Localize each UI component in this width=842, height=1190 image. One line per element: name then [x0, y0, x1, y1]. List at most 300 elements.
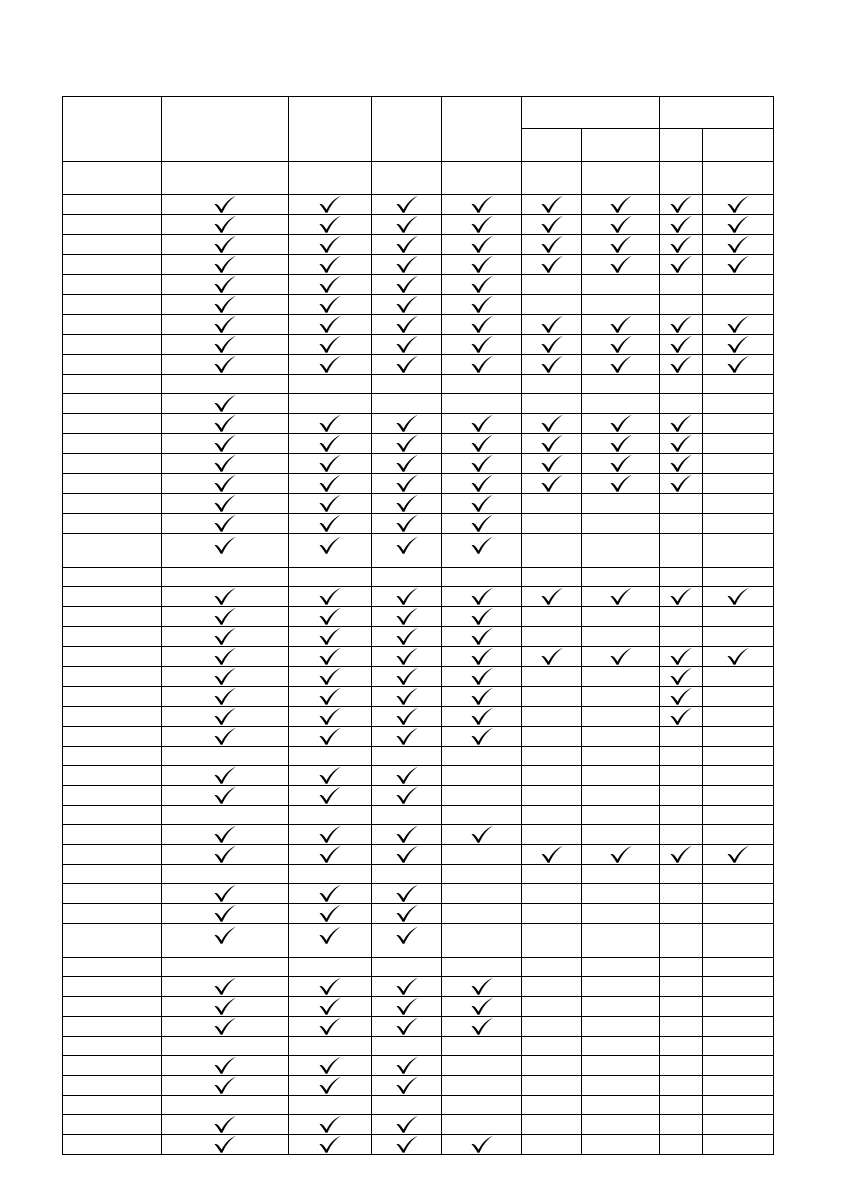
matrix-cell-g1b	[582, 315, 660, 335]
checkmark-icon	[540, 235, 564, 254]
matrix-cell-g1a	[522, 375, 582, 394]
matrix-cell-g2b	[703, 667, 774, 687]
matrix-cell-g2a	[660, 958, 703, 977]
row-label-cell	[63, 707, 162, 727]
checkmark-icon	[213, 536, 237, 555]
checkmark-icon	[669, 255, 693, 274]
matrix-cell-g2a	[660, 394, 703, 414]
checkmark-icon	[318, 536, 342, 555]
checkmark-icon	[609, 454, 633, 473]
matrix-cell-g2b	[703, 707, 774, 727]
table-row	[63, 335, 774, 355]
matrix-cell-g2b	[703, 215, 774, 235]
checkmark-icon	[213, 587, 237, 606]
checkmark-icon	[395, 1115, 419, 1134]
checkmark-icon	[395, 335, 419, 354]
matrix-cell-c2	[289, 997, 372, 1017]
matrix-cell-g2b	[703, 1135, 774, 1155]
matrix-cell-c4	[442, 235, 522, 255]
checkmark-icon	[470, 195, 494, 214]
matrix-cell-c2	[289, 1037, 372, 1056]
matrix-cell-g1b	[582, 806, 660, 825]
checkmark-icon	[318, 235, 342, 254]
matrix-cell-c2	[289, 587, 372, 607]
matrix-cell-g1b	[582, 195, 660, 215]
matrix-cell-g2b	[703, 786, 774, 806]
matrix-cell-g2b	[703, 255, 774, 275]
matrix-cell-g2a	[660, 534, 703, 568]
matrix-cell-g2b	[703, 884, 774, 904]
checkmark-icon	[213, 667, 237, 686]
row-label-cell	[63, 1056, 162, 1076]
checkmark-icon	[213, 394, 237, 413]
checkmark-icon	[470, 707, 494, 726]
matrix-cell-c1	[162, 375, 289, 394]
row-label-cell	[63, 747, 162, 766]
matrix-cell-c2	[289, 375, 372, 394]
row-label-cell	[63, 958, 162, 977]
matrix-cell-g2b	[703, 1115, 774, 1135]
checkmark-icon	[669, 474, 693, 493]
matrix-cell-c2	[289, 884, 372, 904]
checkmark-icon	[395, 1017, 419, 1036]
checkmark-icon	[318, 474, 342, 493]
matrix-cell-c1	[162, 454, 289, 474]
row-label-cell	[63, 667, 162, 687]
matrix-cell-c3	[372, 865, 442, 884]
checkmark-icon	[470, 474, 494, 493]
matrix-cell-c3	[372, 727, 442, 747]
matrix-cell-c1	[162, 687, 289, 707]
matrix-cell-g1a	[522, 394, 582, 414]
table-row	[63, 587, 774, 607]
matrix-cell-g2a	[660, 1076, 703, 1096]
table-row	[63, 627, 774, 647]
matrix-cell-g2a	[660, 587, 703, 607]
checkmark-icon	[395, 607, 419, 626]
checkmark-icon	[470, 275, 494, 294]
checkmark-icon	[609, 315, 633, 334]
matrix-cell-g2a	[660, 295, 703, 315]
matrix-cell-g2a	[660, 494, 703, 514]
matrix-cell-c2	[289, 687, 372, 707]
checkmark-icon	[726, 215, 750, 234]
matrix-cell-g2a	[660, 904, 703, 924]
matrix-cell-c3	[372, 275, 442, 295]
checkmark-icon	[395, 434, 419, 453]
matrix-cell-c3	[372, 1135, 442, 1155]
checkmark-icon	[318, 355, 342, 374]
checkmark-icon	[726, 587, 750, 606]
row-label-cell	[63, 568, 162, 587]
matrix-cell-g2a	[660, 275, 703, 295]
header-subcell-1b	[582, 129, 660, 162]
matrix-cell-c1	[162, 647, 289, 667]
header-row-label	[63, 162, 774, 195]
matrix-cell-c4	[442, 958, 522, 977]
header-row-top	[63, 97, 774, 129]
matrix-cell-g1b	[582, 958, 660, 977]
checkmark-icon	[395, 926, 419, 945]
matrix-cell-c3	[372, 825, 442, 845]
matrix-cell-g2b	[703, 1017, 774, 1037]
checkmark-icon	[213, 727, 237, 746]
matrix-cell-c1	[162, 1096, 289, 1115]
matrix-cell-c1	[162, 434, 289, 454]
row-label-cell	[63, 727, 162, 747]
matrix-cell-c3	[372, 884, 442, 904]
matrix-cell-g1a	[522, 607, 582, 627]
checkmark-icon	[318, 904, 342, 923]
table-row	[63, 474, 774, 494]
matrix-cell-g2b	[703, 474, 774, 494]
matrix-cell-c2	[289, 1017, 372, 1037]
checkmark-icon	[540, 587, 564, 606]
matrix-cell-c3	[372, 607, 442, 627]
matrix-cell-g1b	[582, 865, 660, 884]
row-label-cell	[63, 904, 162, 924]
checkmark-icon	[395, 727, 419, 746]
matrix-cell-c4	[442, 195, 522, 215]
matrix-cell-g2a	[660, 627, 703, 647]
checkmark-icon	[213, 707, 237, 726]
matrix-cell-g1a	[522, 1135, 582, 1155]
row-label-cell	[63, 627, 162, 647]
row-label-cell	[63, 865, 162, 884]
matrix-cell-c4	[442, 607, 522, 627]
checkmark-icon	[395, 536, 419, 555]
checkmark-icon	[213, 255, 237, 274]
row-label-cell	[63, 494, 162, 514]
label-cell	[442, 162, 522, 195]
matrix-cell-g2a	[660, 825, 703, 845]
header-subcell-1a	[522, 129, 582, 162]
matrix-cell-g1a	[522, 1115, 582, 1135]
matrix-cell-c3	[372, 924, 442, 958]
header-cell-row-label	[63, 97, 162, 162]
matrix-cell-g1a	[522, 355, 582, 375]
checkmark-icon	[609, 355, 633, 374]
matrix-cell-g2b	[703, 607, 774, 627]
matrix-cell-g2b	[703, 534, 774, 568]
checkmark-icon	[540, 434, 564, 453]
checkmark-icon	[318, 195, 342, 214]
checkmark-icon	[726, 195, 750, 214]
matrix-cell-c3	[372, 215, 442, 235]
matrix-cell-c4	[442, 977, 522, 997]
matrix-cell-c4	[442, 434, 522, 454]
matrix-cell-c3	[372, 235, 442, 255]
table-row	[63, 904, 774, 924]
matrix-cell-g2b	[703, 806, 774, 825]
matrix-cell-g2b	[703, 904, 774, 924]
matrix-cell-g1b	[582, 534, 660, 568]
matrix-cell-c3	[372, 845, 442, 865]
checkmark-icon	[395, 414, 419, 433]
matrix-cell-c1	[162, 568, 289, 587]
label-cell	[162, 162, 289, 195]
checkmark-icon	[318, 766, 342, 785]
matrix-cell-c1	[162, 534, 289, 568]
matrix-cell-g1a	[522, 627, 582, 647]
matrix-cell-g1a	[522, 587, 582, 607]
matrix-cell-c2	[289, 806, 372, 825]
table-row	[63, 235, 774, 255]
matrix-cell-g1b	[582, 375, 660, 394]
matrix-cell-g1a	[522, 687, 582, 707]
checkmark-icon	[669, 215, 693, 234]
checkmark-icon	[669, 687, 693, 706]
table-row	[63, 825, 774, 845]
row-label-cell	[63, 275, 162, 295]
checkmark-icon	[318, 607, 342, 626]
row-label-cell	[63, 474, 162, 494]
matrix-cell-g1b	[582, 647, 660, 667]
matrix-cell-g1b	[582, 474, 660, 494]
matrix-cell-g1a	[522, 1037, 582, 1056]
table-row	[63, 865, 774, 884]
matrix-cell-g1a	[522, 414, 582, 434]
matrix-cell-g1a	[522, 865, 582, 884]
matrix-cell-g1b	[582, 494, 660, 514]
matrix-cell-c3	[372, 627, 442, 647]
table-row	[63, 924, 774, 958]
matrix-cell-c1	[162, 1037, 289, 1056]
matrix-cell-c1	[162, 997, 289, 1017]
matrix-cell-g2a	[660, 335, 703, 355]
matrix-cell-g2b	[703, 1076, 774, 1096]
matrix-cell-g1b	[582, 414, 660, 434]
header-cell-col-2	[289, 97, 372, 162]
checkmark-icon	[395, 1056, 419, 1075]
row-label-cell	[63, 375, 162, 394]
checkmark-icon	[726, 845, 750, 864]
row-label-cell	[63, 255, 162, 275]
matrix-cell-g2b	[703, 1037, 774, 1056]
matrix-cell-c1	[162, 355, 289, 375]
matrix-cell-c2	[289, 766, 372, 786]
checkmark-icon	[540, 255, 564, 274]
matrix-cell-g1b	[582, 845, 660, 865]
label-cell	[63, 162, 162, 195]
matrix-cell-g2a	[660, 667, 703, 687]
matrix-cell-g1a	[522, 904, 582, 924]
matrix-cell-c1	[162, 295, 289, 315]
matrix-cell-g2a	[660, 355, 703, 375]
matrix-cell-c2	[289, 335, 372, 355]
row-label-cell	[63, 1135, 162, 1155]
checkmark-icon	[318, 454, 342, 473]
checkmark-icon	[318, 845, 342, 864]
row-label-cell	[63, 514, 162, 534]
matrix-cell-g2a	[660, 865, 703, 884]
matrix-cell-c2	[289, 534, 372, 568]
matrix-cell-g2b	[703, 1056, 774, 1076]
checkmark-icon	[669, 335, 693, 354]
matrix-cell-c4	[442, 707, 522, 727]
matrix-cell-c2	[289, 315, 372, 335]
matrix-cell-c2	[289, 474, 372, 494]
checkmark-icon	[213, 766, 237, 785]
checkmark-icon	[318, 494, 342, 513]
matrix-cell-g2b	[703, 454, 774, 474]
matrix-cell-c4	[442, 727, 522, 747]
matrix-cell-c3	[372, 434, 442, 454]
matrix-cell-c3	[372, 707, 442, 727]
matrix-cell-g2a	[660, 474, 703, 494]
matrix-cell-c3	[372, 568, 442, 587]
checkmark-icon	[395, 295, 419, 314]
matrix-cell-c2	[289, 904, 372, 924]
matrix-cell-g1a	[522, 958, 582, 977]
checkmark-icon	[318, 587, 342, 606]
matrix-cell-g1b	[582, 904, 660, 924]
matrix-cell-g1b	[582, 454, 660, 474]
matrix-cell-c1	[162, 235, 289, 255]
checkmark-icon	[470, 1135, 494, 1154]
matrix-cell-g2a	[660, 845, 703, 865]
matrix-cell-g2a	[660, 568, 703, 587]
matrix-cell-g1b	[582, 786, 660, 806]
matrix-cell-g2b	[703, 414, 774, 434]
checkmark-icon	[609, 335, 633, 354]
table-row	[63, 295, 774, 315]
matrix-cell-g1a	[522, 335, 582, 355]
matrix-cell-c2	[289, 865, 372, 884]
matrix-cell-c3	[372, 766, 442, 786]
matrix-cell-c4	[442, 295, 522, 315]
checkmark-icon	[318, 627, 342, 646]
checkmark-icon	[213, 494, 237, 513]
checkmark-icon	[470, 825, 494, 844]
checkmark-icon	[395, 904, 419, 923]
matrix-cell-c4	[442, 687, 522, 707]
matrix-cell-g1b	[582, 514, 660, 534]
matrix-cell-c3	[372, 667, 442, 687]
matrix-cell-c3	[372, 414, 442, 434]
matrix-cell-g1b	[582, 235, 660, 255]
matrix-cell-g2b	[703, 687, 774, 707]
checkmark-icon	[318, 255, 342, 274]
matrix-cell-g1a	[522, 977, 582, 997]
matrix-cell-g1b	[582, 568, 660, 587]
checkmark-icon	[318, 1076, 342, 1095]
matrix-cell-c3	[372, 1037, 442, 1056]
checkmark-icon	[726, 335, 750, 354]
matrix-cell-c2	[289, 1056, 372, 1076]
matrix-cell-g1a	[522, 494, 582, 514]
matrix-cell-c4	[442, 747, 522, 766]
checkmark-icon	[395, 997, 419, 1016]
matrix-cell-c3	[372, 375, 442, 394]
table-row	[63, 747, 774, 766]
matrix-cell-c4	[442, 825, 522, 845]
checkmark-icon	[213, 454, 237, 473]
matrix-cell-g1a	[522, 806, 582, 825]
row-label-cell	[63, 1017, 162, 1037]
matrix-cell-c4	[442, 414, 522, 434]
matrix-cell-g2b	[703, 335, 774, 355]
matrix-cell-g1b	[582, 1096, 660, 1115]
row-label-cell	[63, 414, 162, 434]
checkmark-icon	[470, 315, 494, 334]
matrix-cell-c4	[442, 865, 522, 884]
checkmark-icon	[213, 687, 237, 706]
matrix-cell-c3	[372, 355, 442, 375]
matrix-cell-g2a	[660, 766, 703, 786]
matrix-cell-c2	[289, 394, 372, 414]
matrix-cell-c4	[442, 494, 522, 514]
table-row	[63, 394, 774, 414]
matrix-cell-c2	[289, 1115, 372, 1135]
matrix-cell-g1b	[582, 1115, 660, 1135]
checkmark-icon	[470, 687, 494, 706]
row-label-cell	[63, 394, 162, 414]
matrix-cell-g1b	[582, 394, 660, 414]
matrix-cell-g1a	[522, 924, 582, 958]
matrix-cell-c4	[442, 394, 522, 414]
matrix-cell-c4	[442, 1096, 522, 1115]
matrix-cell-g2a	[660, 1037, 703, 1056]
matrix-cell-c4	[442, 335, 522, 355]
checkmark-icon	[395, 235, 419, 254]
checkmark-icon	[609, 434, 633, 453]
matrix-cell-c4	[442, 215, 522, 235]
matrix-cell-c4	[442, 845, 522, 865]
checkmark-icon	[470, 494, 494, 513]
matrix-cell-g2b	[703, 394, 774, 414]
table-row	[63, 195, 774, 215]
checkmark-icon	[213, 1135, 237, 1154]
row-label-cell	[63, 924, 162, 958]
checkmark-icon	[540, 355, 564, 374]
checkmark-icon	[395, 454, 419, 473]
matrix-cell-c4	[442, 1056, 522, 1076]
matrix-cell-g2b	[703, 958, 774, 977]
table-row	[63, 687, 774, 707]
checkmark-icon	[213, 275, 237, 294]
matrix-cell-c1	[162, 904, 289, 924]
matrix-cell-c1	[162, 1135, 289, 1155]
checkmark-icon	[395, 587, 419, 606]
row-label-cell	[63, 766, 162, 786]
checkmark-icon	[213, 977, 237, 996]
checkmark-icon	[395, 255, 419, 274]
checkmark-icon	[213, 315, 237, 334]
matrix-cell-g2b	[703, 845, 774, 865]
matrix-cell-g2b	[703, 766, 774, 786]
matrix-cell-c3	[372, 958, 442, 977]
checkmark-icon	[213, 335, 237, 354]
table-row	[63, 958, 774, 977]
checkmark-icon	[318, 786, 342, 805]
matrix-cell-g1a	[522, 1017, 582, 1037]
matrix-cell-c1	[162, 825, 289, 845]
matrix-cell-g1b	[582, 687, 660, 707]
checkmark-icon	[669, 315, 693, 334]
matrix-cell-c1	[162, 255, 289, 275]
checkmark-icon	[470, 335, 494, 354]
matrix-cell-c3	[372, 1056, 442, 1076]
checkmark-icon	[213, 1017, 237, 1036]
matrix-cell-g1a	[522, 534, 582, 568]
matrix-cell-g2a	[660, 1056, 703, 1076]
label-cell	[703, 162, 774, 195]
matrix-cell-c1	[162, 394, 289, 414]
checkmark-icon	[470, 235, 494, 254]
matrix-cell-c1	[162, 727, 289, 747]
table-row	[63, 845, 774, 865]
